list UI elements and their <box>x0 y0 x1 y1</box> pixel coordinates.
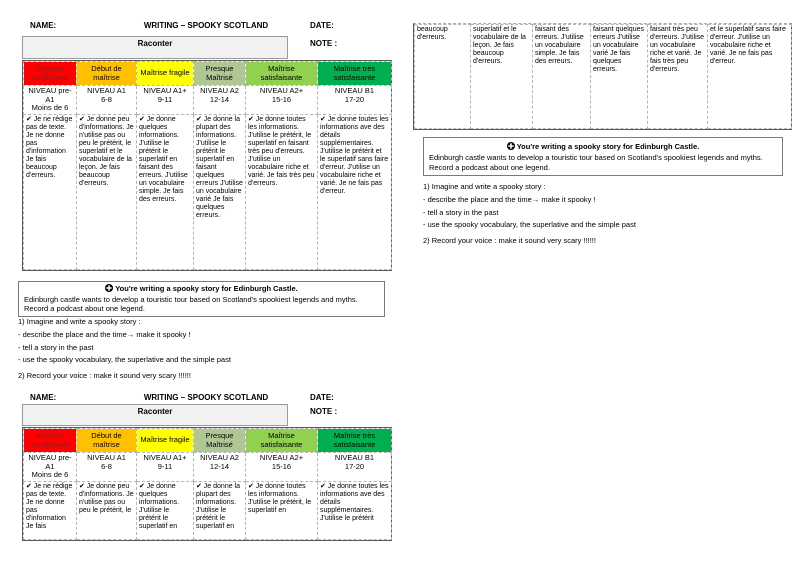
level-header-cell: Presque Maîtrisé <box>194 429 246 453</box>
page-title: WRITING – SPOOKY SCOTLAND <box>143 21 269 30</box>
rubric-subtitle: Raconter <box>22 36 288 59</box>
descriptor-cell: superlatif et le vocabulaire de la leçon. Je fais beaucoup d'erreurs. <box>471 25 533 129</box>
descriptor-cell: et le superlatif sans faire d'erreur. J'utilise un vocabulaire riche et varié. Je ne fais pas d'erreur. <box>708 25 792 129</box>
name-label: NAME: <box>30 393 57 402</box>
descriptor-cell: ✔ Je ne rédige pas de texte. Je ne donne pas d'information Je fais beaucoup d'erreurs. <box>24 115 77 270</box>
task-description: Edinburgh castle wants to develop a touristic tour based on Scotland's spookiest legends and myths. Record a podcast about one legend. <box>24 294 358 313</box>
niveau-cell: NIVEAU A2 12-14 <box>194 86 246 115</box>
task-box <box>18 281 385 317</box>
level-header-cell: Maîtrise très satisfaisante <box>318 429 392 453</box>
task-title: You're writing a spooky story for Edinburgh Castle. <box>115 284 298 293</box>
level-header-cell: Maîtrise insuffisante <box>24 429 77 453</box>
descriptor-cell: faisant des erreurs. J'utilise un vocabulaire simple. Je fais des erreurs. <box>533 25 591 129</box>
descriptor-cell: ✔ Je donne toutes les informations ave des détails supplémentaires. J'utilise le prétérit <box>318 482 392 540</box>
step-line: 1) Imagine and write a spooky story : <box>423 182 546 191</box>
level-header-row <box>24 429 392 453</box>
niveau-cell: NIVEAU A2+ 15-16 <box>246 453 318 482</box>
step-line: - describe the place and the time→ make it spooky ! <box>423 194 596 204</box>
descriptor-cell: ✔ Je ne rédige pas de texte. Je ne donne pas d'information Je fais <box>24 482 77 540</box>
rubric-table-truncated <box>22 427 392 541</box>
descriptor-row <box>24 115 392 270</box>
level-header-cell: Presque Maîtrisé <box>194 62 246 86</box>
descriptor-cell: beaucoup d'erreurs. <box>415 25 471 129</box>
level-header-cell: Maîtrise satisfaisante <box>246 429 318 453</box>
descriptor-cell: faisant très peu d'erreurs. J'utilise un vocabulaire riche et varié. Je fais très peu d'erreurs. <box>648 25 708 129</box>
note-label: NOTE : <box>310 39 338 48</box>
descriptor-cell: faisant quelques erreurs J'utilise un vocabulaire varié Je fais quelques erreurs. <box>591 25 648 129</box>
task-description: Edinburgh castle wants to develop a touristic tour based on Scotland's spookiest legends and myths. Record a podcast about one legend. <box>429 153 763 172</box>
task-box <box>423 137 783 176</box>
step-line: - tell a story in the past <box>423 207 499 217</box>
date-label: DATE: <box>310 393 334 402</box>
rubric-subtitle: Raconter <box>22 404 288 426</box>
date-label: DATE: <box>310 21 334 30</box>
descriptor-cell: ✔ Je donne la plupart des informations. J'utilise le prétérit le superlatif en faisant quelques erreurs J'utilise un vocabulaire varié Je fais quelques erreurs. <box>194 115 246 270</box>
niveau-cell: NIVEAU A1 6-8 <box>77 453 137 482</box>
niveau-cell: NIVEAU B1 17-20 <box>318 453 392 482</box>
step-line: - use the spooky vocabulary, the superlative and the simple past <box>18 355 231 365</box>
descriptor-cell: ✔ Je donne la plupart des informations. J'utilise le prétérit le superlatif en <box>194 482 246 540</box>
niveau-cell: NIVEAU A2 12-14 <box>194 453 246 482</box>
level-header-cell: Maîtrise très satisfaisante <box>318 62 392 86</box>
name-label: NAME: <box>30 21 57 30</box>
rubric-table-continuation <box>413 23 792 130</box>
niveau-cell: NIVEAU A1 6-8 <box>77 86 137 115</box>
objective-icon <box>507 142 515 153</box>
descriptor-cell: ✔ Je donne peu d'informations. Je n'utilise pas ou peu le prétérit, le superlatif et le vocabulaire de la leçon. Je fais beaucoup d'erreurs. <box>77 115 137 270</box>
level-header-row <box>24 62 392 86</box>
task-steps <box>423 181 785 248</box>
descriptor-cell: ✔ Je donne quelques informations. J'utilise le prétérit le superlatif en faisant des erreurs. J'utilise un vocabulaire simple. Je fais des erreurs. <box>137 115 194 270</box>
niveau-row <box>24 453 392 482</box>
niveau-cell: NIVEAU A1+ 9-11 <box>137 86 194 115</box>
rubric-table <box>22 60 392 271</box>
niveau-cell: NIVEAU pre-A1 Moins de 6 <box>24 453 77 482</box>
niveau-row <box>24 86 392 115</box>
step-line: 1) Imagine and write a spooky story : <box>18 317 141 326</box>
niveau-cell: NIVEAU B1 17-20 <box>318 86 392 115</box>
note-label: NOTE : <box>310 407 338 416</box>
task-title-line <box>429 142 777 153</box>
page-title: WRITING – SPOOKY SCOTLAND <box>143 393 269 402</box>
niveau-cell: NIVEAU A2+ 15-16 <box>246 86 318 115</box>
level-header-cell: Maîtrise fragile <box>137 429 194 453</box>
level-header-cell: Début de maîtrise <box>77 62 137 86</box>
task-title-line <box>24 284 379 295</box>
step-line: 2) Record your voice : make it sound very scary !!!!!! <box>423 236 596 246</box>
level-header-cell: Maîtrise satisfaisante <box>246 62 318 86</box>
level-header-cell: Maîtrise insuffisante <box>24 62 77 86</box>
step-line: - describe the place and the time→ make it spooky ! <box>18 329 191 339</box>
niveau-cell: NIVEAU A1+ 9-11 <box>137 453 194 482</box>
step-line: 2) Record your voice : make it sound very scary !!!!!! <box>18 371 191 381</box>
task-steps <box>18 316 388 383</box>
descriptor-cell: ✔ Je donne quelques informations. J'utilise le prétérit le superlatif en <box>137 482 194 540</box>
descriptor-row-truncated <box>24 482 392 540</box>
task-title: You're writing a spooky story for Edinburgh Castle. <box>516 142 700 151</box>
objective-icon <box>105 284 113 295</box>
level-header-cell: Début de maîtrise <box>77 429 137 453</box>
step-line: - tell a story in the past <box>18 342 94 352</box>
level-header-cell: Maîtrise fragile <box>137 62 194 86</box>
descriptor-row-continuation <box>415 25 792 129</box>
niveau-cell: NIVEAU pre-A1 Moins de 6 <box>24 86 77 115</box>
descriptor-cell: ✔ Je donne toutes les informations. J'utilise le prétérit, le superlatif en faisant très peu d'erreurs. J'utilise un vocabulaire riche et varié. Je fais très peu d'erreurs. <box>246 115 318 270</box>
descriptor-cell: ✔ Je donne peu d'informations. Je n'utilise pas ou peu le prétérit, le <box>77 482 137 540</box>
descriptor-cell: ✔ Je donne toutes les informations ave des détails supplémentaires. J'utilise le prétérit et le superlatif sans faire d'erreur. J'utilise un vocabulaire riche et varié. Je ne fais pas d'erreur. <box>318 115 392 270</box>
descriptor-cell: ✔ Je donne toutes les informations. J'utilise le prétérit, le superlatif en <box>246 482 318 540</box>
step-line: - use the spooky vocabulary, the superlative and the simple past <box>423 220 636 230</box>
